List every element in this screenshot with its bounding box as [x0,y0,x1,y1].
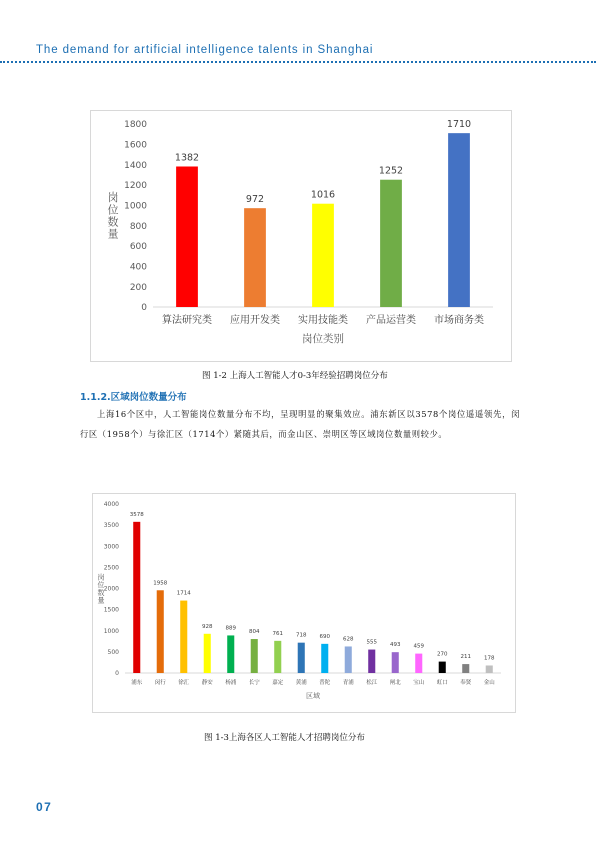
district-chart [92,493,516,713]
page-number: 07 [36,800,53,814]
chart2-bar [298,643,305,673]
chart1-category-label: 产品运营类 [366,315,416,326]
chart2-data-label: 1714 [176,590,191,597]
chart2-bar [345,646,352,673]
chart2-y-tick-label: 0 [115,670,119,678]
chart1-data-label: 972 [245,194,265,206]
chart1-bar [312,204,334,307]
chart2-data-label: 555 [366,639,377,646]
chart1-y-axis-label-char: 位 [107,203,119,217]
chart2-category-label: 金山 [483,680,495,686]
chart2-bar [321,644,328,673]
chart2-data-label: 270 [437,651,448,658]
chart2-bar [486,665,493,673]
chart1-data-label: 1016 [310,189,336,201]
chart1-bar [244,208,266,307]
job-category-chart [90,110,512,362]
chart1-bar [380,180,402,307]
chart2-category-label: 松江 [366,680,378,686]
chart1-category-label: 算法研究类 [162,315,212,326]
chart2-y-axis-label-char: 量 [97,596,105,605]
chart2-category-label: 杨浦 [225,680,237,686]
job-category-chart-svg [91,111,511,361]
chart2-category-label: 普陀 [319,680,331,686]
chart2-category-label: 嘉定 [272,680,284,686]
chart2-data-label: 178 [484,655,495,662]
chart1-y-tick-label: 1400 [124,160,147,171]
chart2-data-label: 459 [413,643,424,650]
chart1-category-label: 实用技能类 [298,315,348,326]
chart2-y-tick-label: 3000 [103,543,119,551]
chart1-y-tick-label: 400 [129,262,147,273]
chart2-data-label: 493 [390,642,401,649]
chart1-y-tick-label: 600 [129,242,147,253]
chart2-y-tick-label: 2000 [103,585,119,593]
chart1-y-tick-label: 800 [129,221,147,232]
chart2-bar [157,590,164,673]
chart2-category-label: 虹口 [436,680,448,686]
chart1-bar [176,166,198,307]
chart1-y-tick-label: 0 [141,303,147,314]
section-paragraph: 上海16个区中，人工智能岗位数量分布不均，呈现明显的聚集效应。浦东新区以3578个岗位遥遥领先，闵行区（1958个）与徐汇区（1714个）紧随其后，而金山区、崇明区等区域岗位数量则较少。 [80,409,520,439]
figure-1-3-caption: 图 1-3上海各区人工智能人才招聘岗位分布 [204,733,365,743]
chart2-bar [368,650,375,673]
chart1-data-label: 1252 [378,165,404,177]
chart1-y-axis-label-char: 数 [107,215,119,229]
chart2-category-label: 闸北 [389,680,401,686]
chart2-category-label: 黄浦 [295,680,307,686]
page-header [0,0,596,64]
chart1-x-axis-label: 岗位类别 [302,333,344,345]
chart2-y-tick-label: 1500 [103,606,119,614]
chart2-y-tick-label: 1000 [103,627,119,635]
chart2-category-label: 长宁 [248,680,260,686]
chart1-y-tick-label: 1200 [124,181,147,192]
chart2-bar [439,662,446,673]
chart2-category-label: 徐汇 [178,680,190,686]
chart2-x-axis-label: 区域 [306,692,320,700]
chart2-category-label: 静安 [201,680,213,686]
chart2-category-label: 闵行 [154,680,166,686]
chart2-y-tick-label: 500 [107,648,119,656]
chart2-y-axis-label-char: 位 [97,581,105,590]
chart2-y-axis-label-char: 岗 [97,573,105,582]
chart2-bar [251,639,258,673]
chart2-y-axis-label-char: 数 [97,588,105,597]
chart2-category-label: 宝山 [413,680,425,686]
chart1-y-tick-label: 1600 [124,140,147,151]
chart2-bar [180,601,187,673]
chart1-y-tick-label: 1800 [124,120,147,131]
chart1-y-tick-label: 1000 [124,201,147,212]
header-title: The demand for artificial intelligence talents in Shanghai [36,44,374,56]
chart1-data-label: 1382 [174,152,200,164]
chart1-category-label: 市场商务类 [434,315,484,326]
chart2-y-tick-label: 3500 [103,522,119,530]
chart2-data-label: 889 [225,625,236,632]
chart2-data-label: 211 [460,654,471,661]
header-divider [0,61,596,63]
figure-1-2-caption: 图 1-2 上海人工智能人才0-3年经验招聘岗位分布 [202,371,388,381]
chart2-bar [274,641,281,673]
chart1-bar [448,133,470,307]
chart1-y-axis-label-char: 岗 [107,191,119,205]
chart1-category-label: 应用开发类 [230,315,280,326]
chart2-data-label: 804 [249,629,260,636]
chart2-data-label: 690 [319,633,330,640]
section-heading: 1.1.2.区域岗位数量分布 [80,392,187,403]
chart1-data-label: 1710 [446,119,472,131]
chart2-y-tick-label: 4000 [103,501,119,509]
chart2-data-label: 761 [272,630,283,637]
chart2-data-label: 3578 [129,511,144,518]
district-chart-svg [93,494,515,712]
chart1-y-tick-label: 200 [129,282,147,293]
chart2-category-label: 浦东 [131,680,143,686]
chart2-bar [133,522,140,673]
chart1-y-axis-label-char: 量 [107,227,119,241]
chart2-bar [462,664,469,673]
chart2-data-label: 628 [343,636,354,643]
chart2-bar [227,635,234,673]
chart2-y-tick-label: 2500 [103,564,119,572]
chart2-bar [415,654,422,673]
chart2-bar [204,634,211,673]
chart2-data-label: 928 [202,623,213,630]
chart2-category-label: 青浦 [342,680,354,686]
chart2-data-label: 1958 [153,580,168,587]
chart2-bar [392,652,399,673]
chart2-data-label: 718 [296,632,307,639]
chart2-category-label: 奉贤 [460,680,472,686]
